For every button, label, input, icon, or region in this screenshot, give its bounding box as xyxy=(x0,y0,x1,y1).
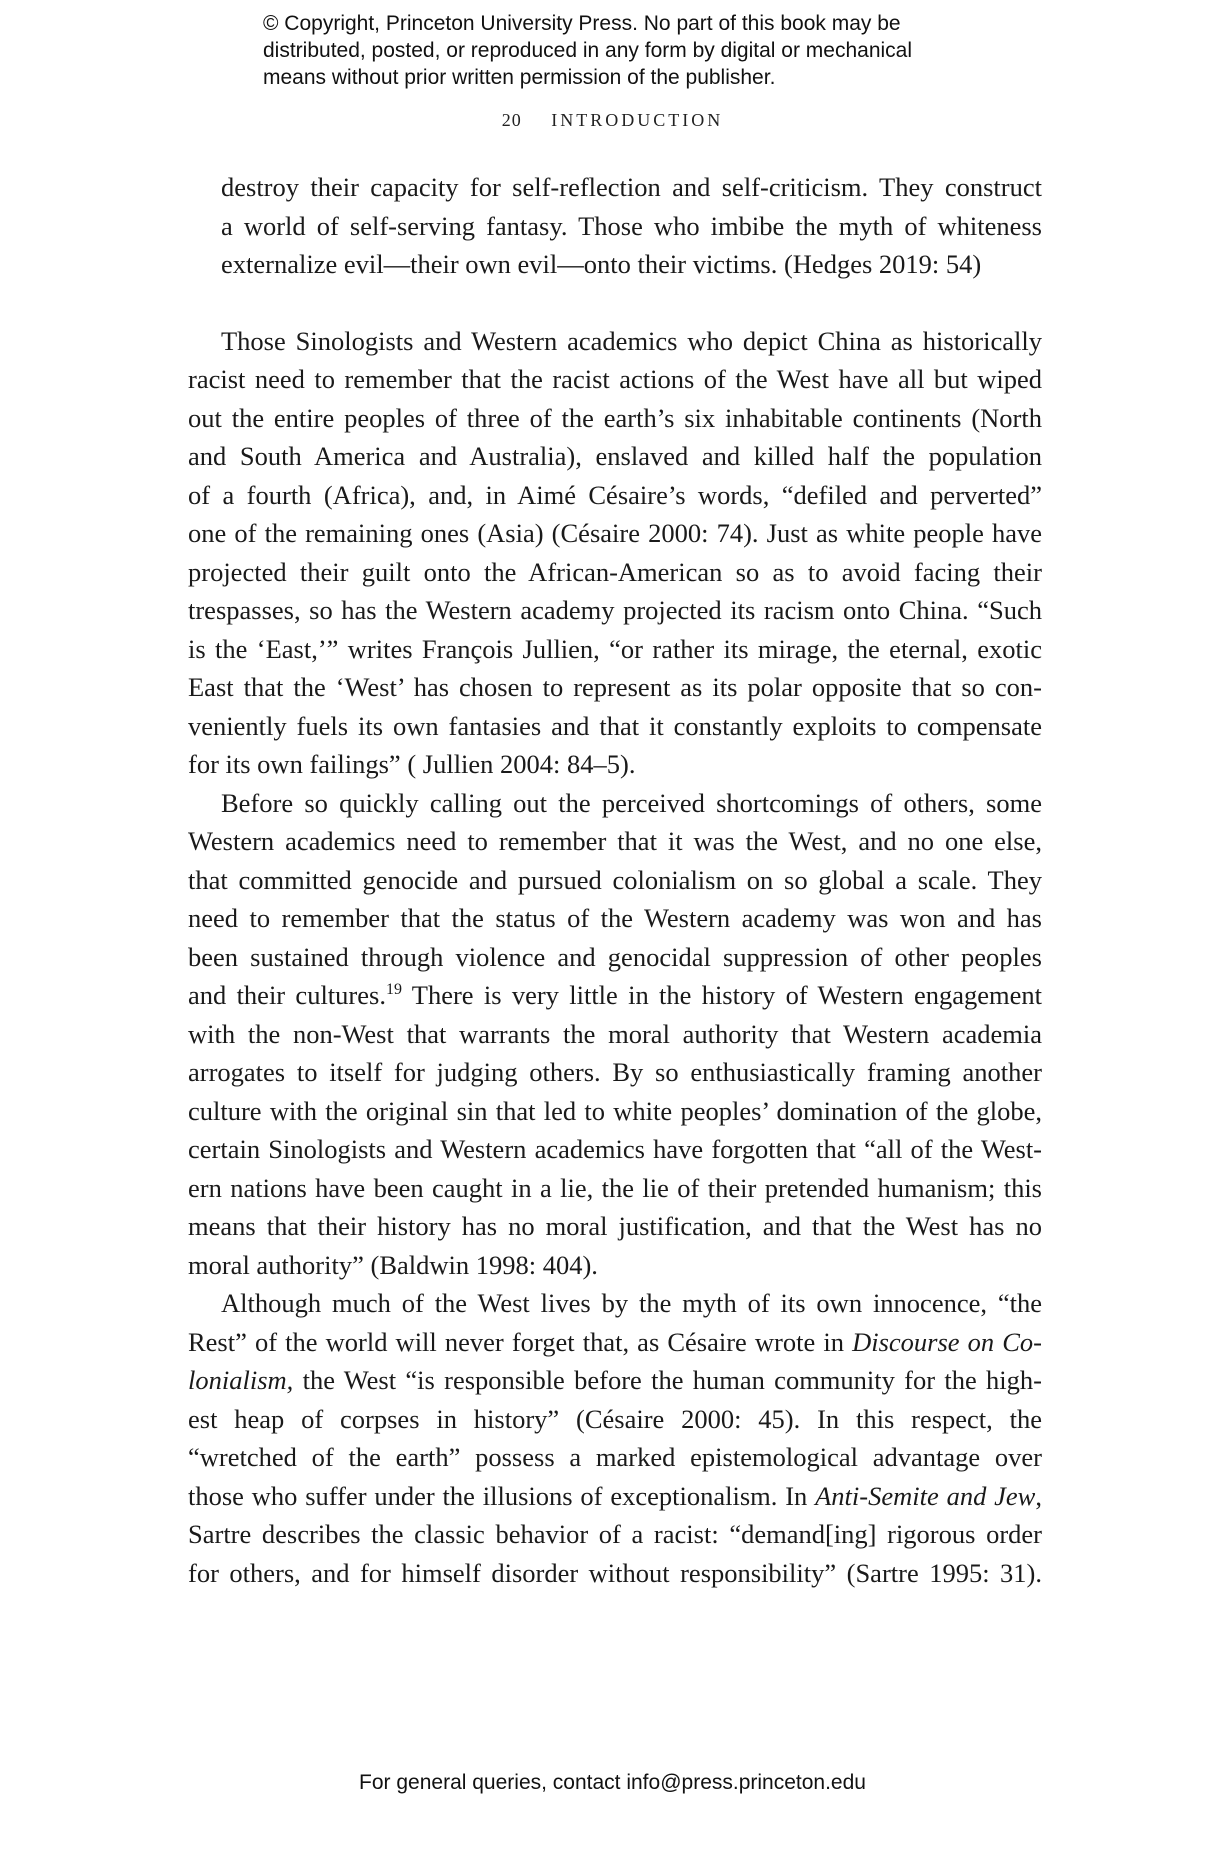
section-title: INTRODUCTION xyxy=(551,110,724,130)
quote-line: a world of self-serving fantasy. Those who imbibe the myth of whiteness xyxy=(221,210,1042,241)
text-span: There is very little in the history of Western engagement xyxy=(401,980,1043,1010)
text-span: Rest” of the world will never forget that, as Césaire wrote in xyxy=(188,1326,853,1357)
text-span: , xyxy=(1035,1480,1042,1511)
text-line: one of the remaining ones (Asia) (Césaire 2000: 74). Just as white people have xyxy=(188,518,1042,548)
text-span: and their cultures. xyxy=(188,980,386,1010)
text-line: means that their history has no moral justification, and that the West has no xyxy=(188,1211,1042,1241)
text-line xyxy=(188,1361,1042,1400)
text-line: for its own failings” ( Jullien 2004: 84–5). xyxy=(188,749,636,779)
text-line: East that the ‘West’ has chosen to represent as its polar opposite that so con- xyxy=(188,672,1042,702)
text-line: racist need to remember that the racist actions of the West have all but wiped xyxy=(188,364,1042,394)
text-line: Although much of the West lives by the myth of its own innocence, “the xyxy=(221,1288,1042,1318)
text-line: arrogates to itself for judging others. By so enthusiastically framing another xyxy=(188,1057,1042,1087)
text-line: Those Sinologists and Western academics who depict China as historically xyxy=(221,325,1042,356)
page-number: 20 xyxy=(501,110,522,130)
text-line: of a fourth (Africa), and, in Aimé Césaire’s words, “defiled and perverted” xyxy=(188,479,1042,510)
copyright-line: © Copyright, Princeton University Press. No part of this book may be xyxy=(263,12,901,35)
text-line: moral authority” (Baldwin 1998: 404). xyxy=(188,1249,598,1280)
text-line: with the non-West that warrants the moral authority that Western academia xyxy=(188,1018,1042,1049)
text-line: been sustained through violence and genocidal suppression of other peoples xyxy=(188,941,1042,972)
text-line: veniently fuels its own fantasies and that it constantly exploits to compensate xyxy=(188,710,1042,741)
text-line: projected their guilt onto the African-American so as to avoid facing their xyxy=(188,556,1042,587)
body-text xyxy=(188,168,1042,1592)
text-line: ern nations have been caught in a lie, the lie of their pretended humanism; this xyxy=(188,1172,1042,1203)
block-quote xyxy=(188,168,1042,284)
text-line xyxy=(188,1477,1042,1516)
text-line: need to remember that the status of the Western academy was won and has xyxy=(188,903,1042,933)
text-line: is the ‘East,’” writes François Jullien, “or rather its mirage, the eternal, exotic xyxy=(188,633,1042,664)
book-title: Anti-Semite and Jew xyxy=(815,1480,1036,1511)
quote-line: externalize evil—their own evil—onto their victims. (Hedges 2019: 54) xyxy=(221,249,982,279)
text-line: that committed genocide and pursued colonialism on so global a scale. They xyxy=(188,864,1042,895)
text-line: trespasses, so has the Western academy projected its racism onto China. “Such xyxy=(188,595,1042,625)
copyright-notice xyxy=(263,10,1023,91)
text-line: culture with the original sin that led to white peoples’ domination of the globe, xyxy=(188,1095,1042,1126)
text-line: and South America and Australia), enslaved and killed half the population xyxy=(188,441,1042,471)
paragraph-2 xyxy=(188,784,1042,1285)
running-head xyxy=(0,110,1225,131)
copyright-line: distributed, posted, or reproduced in any form by digital or mechanical xyxy=(263,39,913,62)
copyright-line: means without prior written permission of the publisher. xyxy=(263,66,776,89)
text-line: out the entire peoples of three of the earth’s six inhabitable continents (North xyxy=(188,402,1042,433)
text-line: Sartre describes the classic behavior of a racist: “demand[ing] rigorous order xyxy=(188,1519,1042,1549)
paragraph-1 xyxy=(188,322,1042,784)
text-line: est heap of corpses in history” (Césaire 2000: 45). In this respect, the xyxy=(188,1403,1042,1434)
quote-line: destroy their capacity for self-reflection and self-criticism. They construct xyxy=(221,172,1042,202)
text-line: “wretched of the earth” possess a marked epistemological advantage over xyxy=(188,1442,1042,1472)
footer-contact: For general queries, contact info@press.princeton.edu xyxy=(359,1771,866,1794)
text-line: for others, and for himself disorder without responsibility” (Sartre 1995: 31). xyxy=(188,1557,1042,1588)
book-title: lonialism, xyxy=(188,1365,294,1395)
paragraph-3 xyxy=(188,1284,1042,1592)
text-line: Before so quickly calling out the perceived shortcomings of others, some xyxy=(221,787,1042,818)
text-line xyxy=(188,976,1042,1015)
book-title: Discourse on Co- xyxy=(852,1326,1042,1357)
footnote-marker[interactable]: 19 xyxy=(385,981,402,998)
text-span: the West “is responsible before the human community for the high- xyxy=(293,1365,1042,1395)
text-span: those who suffer under the illusions of exceptionalism. In xyxy=(188,1480,816,1511)
text-line xyxy=(188,1323,1042,1362)
text-line: Western academics need to remember that it was the West, and no one else, xyxy=(188,826,1042,856)
text-line: certain Sinologists and Western academics have forgotten that “all of the West- xyxy=(188,1134,1042,1164)
